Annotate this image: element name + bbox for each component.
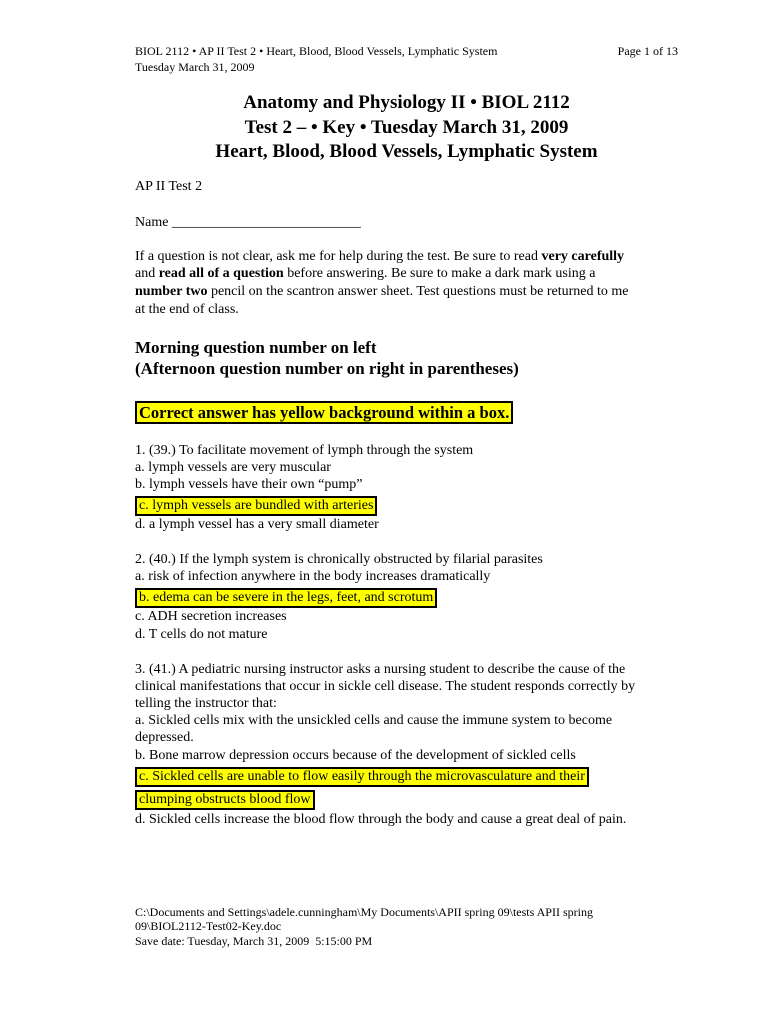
footer-file-path-line-2: 09\BIOL2112-Test02-Key.doc xyxy=(135,919,282,933)
question-3-option-c-line-1: c. Sickled cells are unable to flow easily through the microvasculature and their xyxy=(135,767,589,787)
instructions-text: If a question is not clear, ask me for help during the test. Be sure to read xyxy=(135,249,542,264)
emphasis-read-all: read all of a question xyxy=(158,266,284,281)
title-line-1: Anatomy and Physiology II • BIOL 2112 xyxy=(243,92,570,113)
question-2-option-d: d. T cells do not mature xyxy=(135,627,268,642)
question-2-stem: 2. (40.) If the lymph system is chronically obstructed by filarial parasites xyxy=(135,552,543,567)
question-3-option-c-line-2: clumping obstructs blood flow xyxy=(135,790,315,810)
question-3-stem-line-3: telling the instructor that: xyxy=(135,696,277,711)
question-2-option-c: c. ADH secretion increases xyxy=(135,609,287,624)
header-date: Tuesday March 31, 2009 xyxy=(135,60,255,74)
emphasis-very-carefully: very carefully xyxy=(541,249,625,264)
instructions-line-3 xyxy=(135,283,628,300)
instructions-line-4: at the end of class. xyxy=(135,302,239,317)
name-field: Name ___________________________ xyxy=(135,215,361,230)
instructions-text: pencil on the scantron answer sheet. Test questions must be returned to me xyxy=(207,284,629,299)
question-3-option-d: d. Sickled cells increase the blood flow through the body and cause a great deal of pain. xyxy=(135,812,627,827)
instructions-line-1 xyxy=(135,248,624,265)
header-course-line: BIOL 2112 • AP II Test 2 • Heart, Blood, Blood Vessels, Lymphatic System xyxy=(135,44,498,58)
numbering-note-morning: Morning question number on left xyxy=(135,338,377,357)
question-1-option-b: b. lymph vessels have their own “pump” xyxy=(135,477,363,492)
question-1-option-d: d. a lymph vessel has a very small diameter xyxy=(135,517,379,532)
question-3-stem-line-2: clinical manifestations that occur in sickle cell disease. The student responds correctly by xyxy=(135,679,636,694)
question-1-stem: 1. (39.) To facilitate movement of lymph through the system xyxy=(135,443,474,458)
instructions-line-2 xyxy=(135,265,595,282)
instructions-text: before answering. Be sure to make a dark mark using a xyxy=(283,266,596,281)
answer-key-legend: Correct answer has yellow background within a box. xyxy=(135,401,513,424)
test-label: AP II Test 2 xyxy=(135,179,203,194)
question-1-option-a: a. lymph vessels are very muscular xyxy=(135,460,331,475)
question-3-option-a-line-1: a. Sickled cells mix with the unsickled cells and cause the immune system to become xyxy=(135,713,613,728)
title-line-3: Heart, Blood, Blood Vessels, Lymphatic System xyxy=(215,141,598,162)
emphasis-number-two: number two xyxy=(135,284,208,299)
question-2-option-b: b. edema can be severe in the legs, feet, and scrotum xyxy=(135,588,437,608)
question-1-option-c: c. lymph vessels are bundled with arteries xyxy=(135,496,377,516)
question-3-option-a-line-2: depressed. xyxy=(135,730,194,745)
title-line-2: Test 2 – • Key • Tuesday March 31, 2009 xyxy=(244,117,569,138)
numbering-note-afternoon: (Afternoon question number on right in parentheses) xyxy=(135,359,519,378)
header-page-number: Page 1 of 13 xyxy=(617,44,678,58)
question-2-option-a: a. risk of infection anywhere in the body increases dramatically xyxy=(135,569,491,584)
question-3-stem-line-1: 3. (41.) A pediatric nursing instructor asks a nursing student to describe the cause of the xyxy=(135,662,626,677)
instructions-text: and xyxy=(135,266,159,281)
footer-file-path-line-1: C:\Documents and Settings\adele.cunningham\My Documents\APII spring 09\tests APII spring xyxy=(135,905,593,919)
footer-save-date: Save date: Tuesday, March 31, 2009 5:15:00 PM xyxy=(135,934,373,948)
question-3-option-b: b. Bone marrow depression occurs because of the development of sickled cells xyxy=(135,748,576,763)
